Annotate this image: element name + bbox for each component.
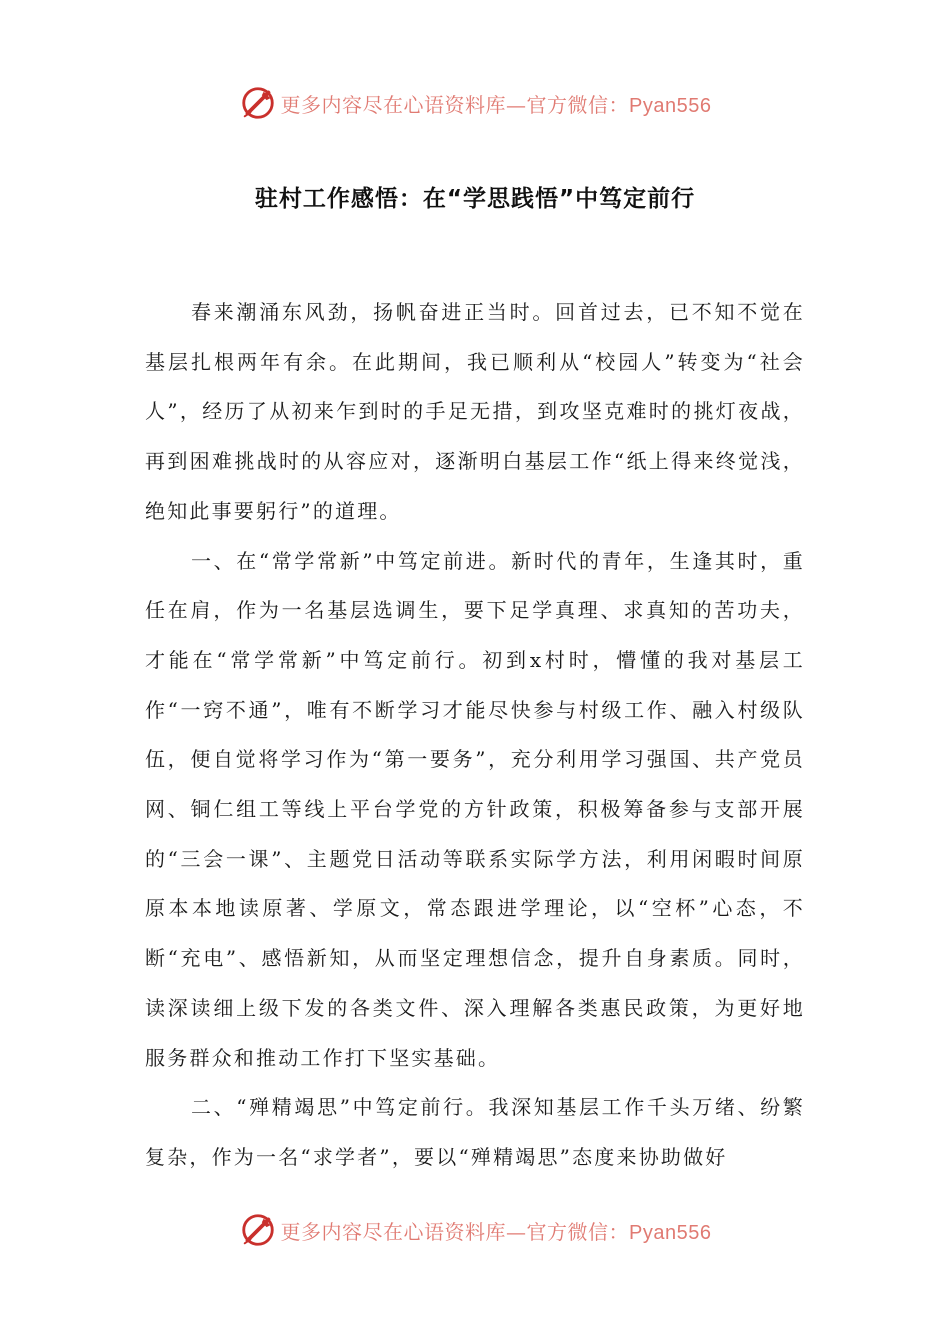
- paragraph-section-2: 二、“殚精竭思”中笃定前行。我深知基层工作千头万绪、纷繁复杂，作为一名“求学者”，要以“殚精竭思”态度来协助做好: [145, 1095, 805, 1169]
- pen-logo-icon: [239, 1211, 277, 1249]
- document-body: [145, 288, 805, 1183]
- watermark-text: 更多内容尽在心语资料库—官方微信：Pyan556: [280, 92, 712, 117]
- pen-logo-icon: [239, 84, 277, 122]
- watermark-banner-bottom: [0, 1210, 950, 1250]
- watermark-text: 更多内容尽在心语资料库—官方微信：Pyan556: [280, 1219, 712, 1244]
- document-title: 驻村工作感悟：在“学思践悟”中笃定前行: [254, 186, 696, 212]
- paragraph-intro: 春来潮涌东风劲，扬帆奋进正当时。回首过去，已不知不觉在基层扎根两年有余。在此期间，我已顺利从“校园人”转变为“社会人”，经历了从初来乍到时的手足无措，到攻坚克难时的挑灯夜战，再到困难挑战时的从容应对，逐渐明白基层工作“纸上得来终觉浅，绝知此事要躬行”的道理。: [145, 300, 805, 523]
- paragraph-section-1: 一、在“常学常新”中笃定前进。新时代的青年，生逢其时，重任在肩，作为一名基层选调生，要下足学真理、求真知的苦功夫，才能在“常学常新”中笃定前行。初到x村时，懵懂的我对基层工作“一窍不通”，唯有不断学习才能尽快参与村级工作、融入村级队伍，便自觉将学习作为“第一要务”，充分利用学习强国、共产党员网、铜仁组工等线上平台学党的方针政策，积极筹备参与支部开展的“三会一课”、主题党日活动等联系实际学方法，利用闲暇时间原原本本地读原著、学原文，常态跟进学理论，以“空杯”心态，不断“充电”、感悟新知，从而坚定理想信念，提升自身素质。同时，读深读细上级下发的各类文件、深入理解各类惠民政策，为更好地服务群众和推动工作打下坚实基础。: [145, 548, 805, 1070]
- watermark-banner-top: [0, 83, 950, 123]
